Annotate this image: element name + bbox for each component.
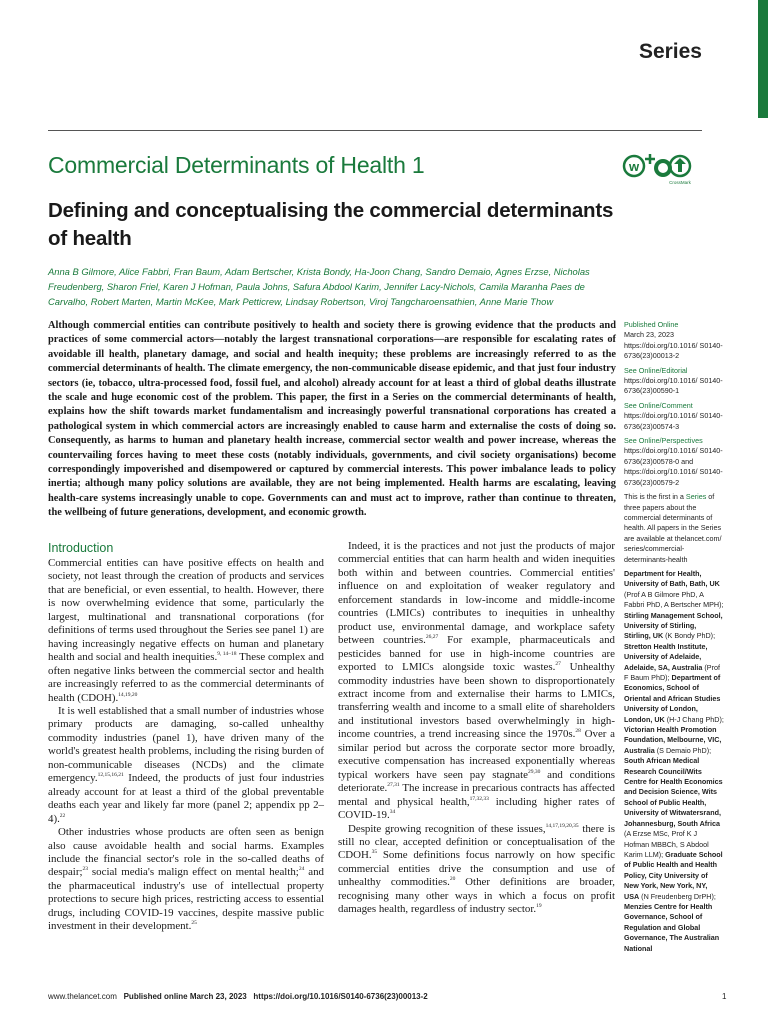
citation[interactable]: 27,31: [387, 782, 400, 789]
affiliation-institution: Victorian Health Promotion Foundation, Melbourne, VIC, Australia: [624, 725, 722, 755]
citation[interactable]: 28: [575, 728, 581, 735]
article-title: Defining and conceptualising the commercial determinants of health: [48, 199, 614, 250]
citation[interactable]: 9, 14–18: [217, 651, 237, 658]
affiliation-institution: Stretton Health Institute, University of Adelaide, Adelaide, SA, Australia: [624, 641, 708, 672]
author-list[interactable]: Anna B Gilmore, Alice Fabbri, Fran Baum, Adam Bertscher, Krista Bondy, Ha-Joon Chang, Sandro Demaio, Agnes Erzse, Nicholas Freudenberg, Sharon Friel, Karen J Hofman, Paula Johns, Safura Abdool Karim, Jennifer Lacy-Nichols, Camila Maranha Paes de Carvalho, Robert Marten, Martin McKee, Mark Petticrew, Lindsay Robertson, Viroj Tangcharoensathien, Anne Marie Thow: [48, 266, 590, 308]
citation[interactable]: 20: [449, 876, 456, 883]
affiliations: [624, 569, 724, 954]
paragraph: It is well established that a small number of industries whose primary products are damaging, so-called unhealthy commodity industries (panel 1), have driven many of the world's greatest health problems, including the rising burden of non-communicable diseases (NCDs) and the climate emergency.$^{12,15,16,21}$ Indeed, the products of just four industries already account for at least a third of the global preventable deaths each year and likely far more (panel 2; appendix pp 2–4).$^{22}$: [48, 704, 324, 825]
paragraph: Other industries whose products are often seen as benign also cause avoidable health and social harms. Examples include the financial sector's role in the so-called deaths of despair;$^{23}$ social media's malign effect on mental health;$^{24}$ and the pharmaceutical industry's use of intellectual property protections to secure high prices, restricting access to essential drugs, including COVID-19 vaccines, despite massive public investment in their development.$^{25}$: [48, 826, 324, 933]
citation[interactable]: 27: [555, 661, 561, 668]
citation[interactable]: 25: [191, 920, 197, 927]
footer-doi[interactable]: https://doi.org/10.1016/S0140-6736(23)00013-2: [253, 992, 428, 1001]
body-column-1: [48, 540, 324, 934]
citation[interactable]: 12,15,16,21: [97, 772, 124, 779]
series-color-bar: [758, 0, 768, 118]
citation[interactable]: 22: [59, 812, 66, 819]
affiliation-institution: Menzies Centre for Health Governance, School of Regulation and Global Governance, The Australian National: [624, 901, 720, 953]
header-rule: [48, 130, 702, 131]
affiliation-institution: Stirling Management School, University of Stirling, Stirling, UK: [624, 610, 723, 641]
paragraph: Commercial entities can have positive effects on health and society, not least through the creation of products and services that are beneficial, or even essential, to health. However, there is now overwhelming evidence that some, particularly the largest, multinational and transnational corporations (for definitions of terms used throughout the Series see panel 1) are having increasingly negative effects on human and planetary health and social and health inequities.$^{9, 14-18}$ These complex and often negative links between the commercial sector and health are increasingly referred to as the commercial determinants of health (CDOH).$^{14,19,20}$: [48, 557, 324, 704]
affiliation-authors: (H-J Chang PhD);: [664, 714, 724, 724]
affiliation-institution: Department for Health, University of Bath, Bath, UK: [624, 568, 720, 589]
see-comment[interactable]: See Online/Comment https://doi.org/10.1016/ S0140-6736(23)00574-3: [624, 400, 723, 431]
see-editorial[interactable]: See Online/Editorial https://doi.org/10.1016/ S0140-6736(23)00590-1: [624, 365, 723, 396]
citation[interactable]: 14,17,19,20,35: [545, 822, 579, 829]
affiliation-authors: (Prof A B Gilmore PhD, A Fabbri PhD, A Bertscher MPH);: [624, 589, 724, 610]
citation[interactable]: 23: [82, 866, 88, 873]
margin-sidebar: [624, 320, 724, 958]
page-number: 1: [722, 992, 727, 1001]
series-link[interactable]: Series: [685, 492, 707, 502]
crossmark-icon: [622, 150, 702, 190]
svg-text:w: w: [628, 159, 640, 174]
affiliation-authors: (N Freudenberg DrPH);: [639, 891, 716, 901]
citation[interactable]: 34: [389, 809, 396, 816]
citation[interactable]: 19: [536, 903, 542, 910]
series-title: Commercial Determinants of Health 1: [48, 152, 425, 178]
published-info: Published Online March 23, 2023 https://doi.org/10.1016/ S0140-6736(23)00013-2: [624, 320, 723, 361]
open-access-crossmark-badges[interactable]: [622, 150, 702, 190]
affiliation-institution: South African Medical Research Council/Wits Centre for Health Economics and Decision Science, Wits School of Public Health, University of Witwatersrand, Johannesburg, South Africa: [624, 756, 723, 828]
affiliation-institution: Department of Economics, School of Oriental and African Studies University of London, London, UK: [624, 673, 721, 724]
citation[interactable]: 26,27: [425, 634, 439, 641]
affiliation-authors: (A Erzse MSc, Prof K J Hofman MBBCh, S Abdool Karim LLM);: [624, 829, 709, 859]
body-column-2: [338, 540, 615, 917]
citation[interactable]: 29,30: [527, 768, 541, 775]
footer: [48, 992, 428, 1001]
affiliation-authors: (Prof F Baum PhD);: [624, 662, 720, 682]
see-perspectives[interactable]: See Online/Perspectives https://doi.org/10.1016/ S0140-6736(23)00578-0 and https://doi.org/10.1016/ S0140-6736(23)00579-2: [624, 436, 723, 487]
abstract: Although commercial entities can contribute positively to health and society there is growing evidence that the products and practices of some commercial actors—notably the largest transnational corporations—are responsible for escalating rates of avoidable ill health, planetary damage, and social and health inequity; these problems are increasingly referred to as the commercial determinants of health. The climate emergency, the non-communicable disease epidemic, and that just four industry sectors (ie, tobacco, ultra-processed food, fossil fuel, and alcohol) already account for at least a third of global deaths illustrate the scale and huge economic cost of the problem. This paper, the first in a Series on the commercial determinants of health, explains how the shift towards market fundamentalism and increasingly powerful transnational corporations has created a pathological system in which commercial actors are increasingly enabled to cause harm and externalise the costs of doing so. Consequently, as harms to human and planetary health increase, commercial sector wealth and power increase, whereas the countervailing forces having to meet these costs (notably individuals, governments, and civil society organisations) become correspondingly impoverished and disempowered or captured by commercial interests. This power imbalance leads to policy inertia; although many policy solutions are available, they are not being implemented. Health harms are escalating, leaving health-care systems increasingly unable to cope. Governments can and must act to improve, rather than continue to threaten, the wellbeing of future generations, development, and economic growth.: [48, 320, 616, 519]
paragraph: Despite growing recognition of these issues,$^{14,17,19,20,35}$ there is still no clear, accepted definition or conceptualisation of the CDOH.$^{35}$ Some definitions focus narrowly on how specific commercial entities drive the consumption and use of unhealthy commodities.$^{20}$ Other definitions are broader, recognising many other ways in which a focus on profit damages health, regardless of industry sector.$^{19}$: [338, 822, 616, 916]
affiliation-authors: (S Demaio PhD);: [654, 745, 712, 755]
doi-link[interactable]: https://doi.org/10.1016/ S0140-6736(23)00013-2: [624, 340, 723, 361]
affiliation-authors: (K Bondy PhD);: [663, 631, 716, 641]
section-label: Series: [638, 40, 702, 63]
affiliation-institution: Graduate School of Public Health and Health Policy, City University of New York, New York, NY, USA: [624, 849, 723, 901]
citation[interactable]: 24: [298, 866, 305, 873]
citation[interactable]: 17,32,33: [469, 795, 489, 802]
paragraph: Indeed, it is the practices and not just the products of major commercial entities that can harm health and widen inequities both within and between countries. Commercial entities' influence on and exploitation of weaker regulatory and enforcement standards in low-income and middle-income countries (LMICs) contributes to inequities in unhealthy product use, environmental damage, and workplace safety between countries.$^{26,27}$ For example, pharmaceuticals and pesticides banned for use in high-income countries are exported to LMICs alongside toxic wastes.$^{27}$ Unhealthy commodity industries have been shown to disproportionately extract income from and externalise their harms to LMICs, transferring wealth and income to a small elite of shareholders and institutional investors based overwhelmingly in high-income countries, a trend increasing since the 1970s.$^{28}$ Over a similar period but across the corporate sector more broadly, executive compensation has increased exponentially whereas typical workers have seen pay stagnate$^{29,30}$ and conditions deteriorate.$^{27,31}$ The increase in precarious contracts has affected mental and physical health,$^{17,32,33}$ including higher rates of COVID-19.34: [338, 540, 616, 822]
svg-text:CrossMark: CrossMark: [669, 180, 691, 185]
section-heading-introduction: Introduction: [48, 541, 114, 555]
citation[interactable]: 35: [371, 849, 378, 856]
series-note: This is the first in a Series of three papers about the commercial determinants of health. All papers in the Series are available at thelancet.com/ series/commercial-determinants-health: [624, 492, 722, 564]
citation[interactable]: 14,19,20: [118, 691, 138, 698]
footer-published: Published online March 23, 2023: [123, 992, 247, 1001]
footer-site[interactable]: www.thelancet.com: [48, 992, 117, 1001]
